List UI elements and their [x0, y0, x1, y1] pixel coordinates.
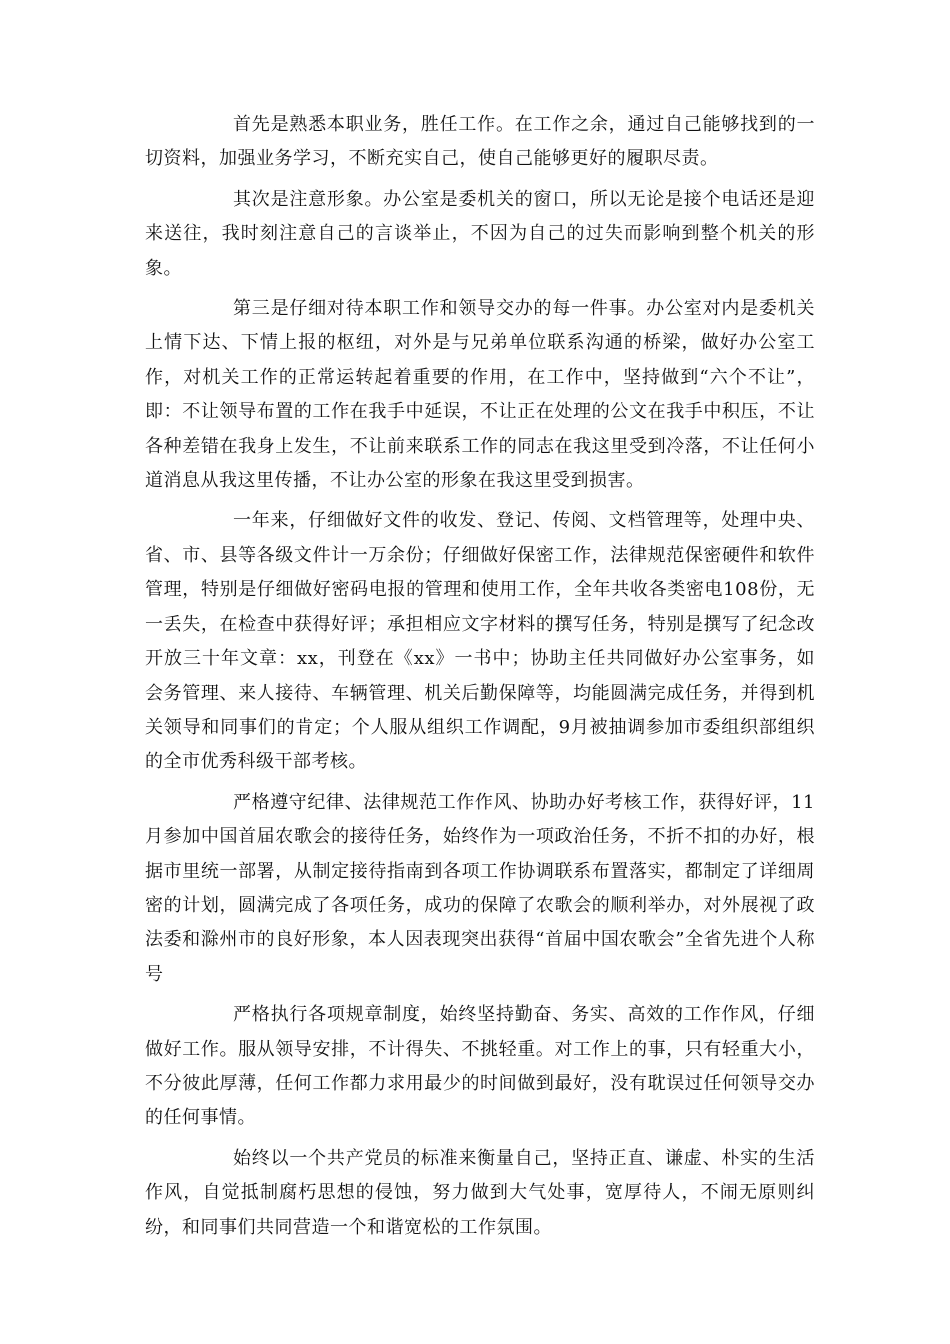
paragraph-2: 其次是注意形象。办公室是委机关的窗口，所以无论是接个电话还是迎来送往，我时刻注意自己的言谈举止，不因为自己的过失而影响到整个机关的形象。 — [145, 188, 815, 279]
paragraph-1: 首先是熟悉本职业务，胜任工作。在工作之余，通过自己能够找到的一切资料，加强业务学习，不断充实自己，使自己能够更好的履职尽责。 — [145, 114, 815, 170]
paragraph-3: 第三是仔细对待本职工作和领导交办的每一件事。办公室对内是委机关上情下达、下情上报的枢纽，对外是与兄弟单位联系沟通的桥梁，做好办公室工作，对机关工作的正常运转起着重要的作用，在工作中，坚持做到“六个不让”，即：不让领导布置的工作在我手中延误，不让正在处理的公文在我手中积压，不让各种差错在我身上发生，不让前来联系工作的同志在我这里受到冷落，不让任何小道消息从我这里传播，不让办公室的形象在我这里受到损害。 — [145, 298, 815, 492]
paragraph-7: 始终以一个共产党员的标准来衡量自己，坚持正直、谦虚、朴实的生活作风，自觉抵制腐朽思想的侵蚀，努力做到大气处事，宽厚待人，不闹无原则纠纷，和同事们共同营造一个和谐宽松的工作氛围。 — [145, 1147, 815, 1238]
paragraph-5: 严格遵守纪律、法律规范工作作风、协助办好考核工作，获得好评，11月参加中国首届农歌会的接待任务，始终作为一项政治任务，不折不扣的办好，根据市里统一部署，从制定接待指南到各项工作协调联系布置落实，都制定了详细周密的计划，圆满完成了各项任务，成功的保障了农歌会的顺利举办，对外展视了政法委和滁州市的良好形象，本人因表现突出获得“首届中国农歌会”全省先进个人称号 — [145, 791, 815, 985]
paragraph-6: 严格执行各项规章制度，始终坚持勤奋、务实、高效的工作作风，仔细做好工作。服从领导安排，不计得失、不挑轻重。对工作上的事，只有轻重大小，不分彼此厚薄，任何工作都力求用最少的时间做到最好，没有耽误过任何领导交办的任何事情。 — [145, 1004, 815, 1129]
paragraph-4: 一年来，仔细做好文件的收发、登记、传阅、文档管理等，处理中央、省、市、县等各级文件计一万余份；仔细做好保密工作，法律规范保密硬件和软件管理，特别是仔细做好密码电报的管理和使用工作，全年共收各类密电108份，无一丢失，在检查中获得好评；承担相应文字材料的撰写任务，特别是撰写了纪念改开放三十年文章：xx，刊登在《xx》一书中；协助主任共同做好办公室事务，如会务管理、来人接待、车辆管理、机关后勤保障等，均能圆满完成任务，并得到机关领导和同事们的肯定；个人服从组织工作调配，9月被抽调参加市委组织部组织的全市优秀科级干部考核。 — [145, 510, 815, 773]
document-body — [145, 108, 815, 1251]
